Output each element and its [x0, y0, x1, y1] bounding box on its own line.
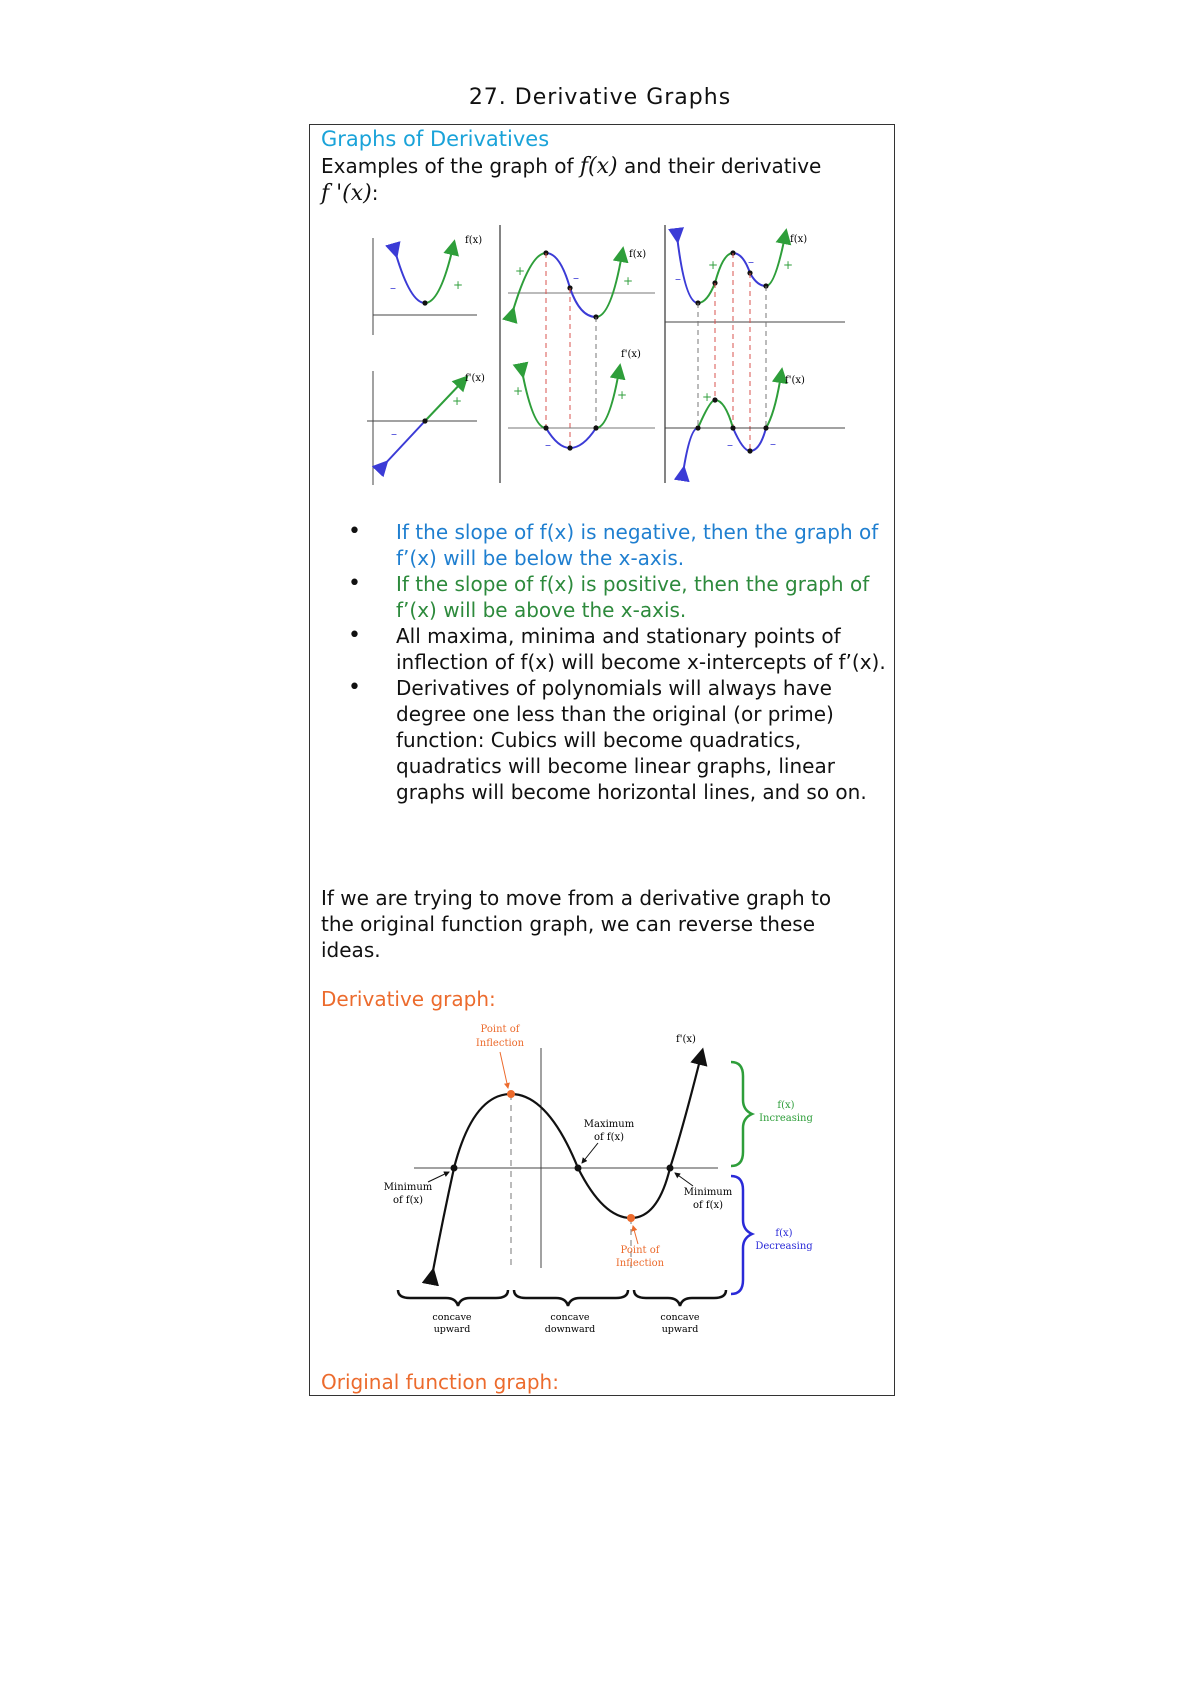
panel-3-fprime: [665, 375, 845, 473]
intro-text: [321, 153, 881, 207]
poi-bottom-label: Point of: [620, 1245, 660, 1256]
inflection-point: [507, 1090, 515, 1098]
bullet-dot: •: [348, 623, 361, 648]
min-left-label: of f(x): [392, 1195, 424, 1206]
derivative-curve: [432, 1056, 701, 1276]
poi-bottom-label: Inflection: [615, 1258, 665, 1269]
plus-sign: +: [515, 264, 526, 278]
bullet-list: [348, 519, 888, 805]
panel-2-fprime: [508, 349, 655, 452]
plus-sign: +: [708, 258, 719, 272]
plus-sign: +: [623, 274, 634, 288]
poi-top-label: Point of: [480, 1024, 520, 1035]
bullet-item: [348, 571, 888, 623]
label-fprime: f'(x): [785, 375, 805, 386]
page-title: 27. Derivative Graphs: [468, 84, 732, 110]
concave-up-right-label: upward: [661, 1324, 699, 1335]
intro-fpx: f '(x): [321, 181, 372, 206]
min-left-label: Minimum: [383, 1182, 433, 1193]
original-graph-heading: Original function graph:: [321, 1370, 559, 1394]
decreasing-label: Decreasing: [755, 1241, 813, 1252]
plus-sign: +: [453, 278, 464, 292]
fprime-label: f'(x): [676, 1034, 696, 1045]
concave-down-label: downward: [544, 1324, 596, 1335]
bullet-item: [348, 675, 888, 805]
poi-top-label: Inflection: [475, 1038, 525, 1049]
max-label: of f(x): [593, 1132, 625, 1143]
intro-part-2: and their derivative: [617, 154, 822, 178]
label-f: f(x): [465, 235, 483, 246]
intro-colon: :: [371, 181, 379, 205]
root-point: [575, 1165, 582, 1172]
concave-up-right-brace: [634, 1290, 726, 1306]
bullet-text: Derivatives of polynomials will always have degree one less than the original (or prime) function: Cubics will become quadratics, quadratics will become linear graphs, linear graphs will become horizontal lines, and so on.: [396, 676, 867, 804]
inflection-point: [627, 1214, 635, 1222]
minus-sign: –: [573, 271, 579, 285]
bullet-text: All maxima, minima and stationary points of inflection of f(x) will become x-intercepts of f’(x).: [396, 624, 886, 674]
section-heading: Graphs of Derivatives: [321, 127, 550, 151]
intro-part-1: Examples of the graph of: [321, 154, 580, 178]
intro-fx: f(x): [579, 154, 618, 179]
panel-2-f: [508, 249, 655, 320]
decreasing-label: f(x): [775, 1228, 793, 1239]
plus-sign: +: [702, 390, 713, 404]
concave-down-brace: [514, 1290, 628, 1306]
plus-sign: +: [513, 384, 524, 398]
derivative-graph-heading: Derivative graph:: [321, 987, 496, 1011]
bullet-item: [348, 519, 888, 571]
bullet-dot: •: [348, 571, 361, 596]
bullet-dot: •: [348, 675, 361, 700]
min-left-arrow: [428, 1172, 449, 1182]
minus-sign: –: [748, 255, 754, 269]
bullet-item: [348, 623, 888, 675]
max-label: Maximum: [583, 1119, 635, 1130]
label-fprime: f'(x): [465, 373, 485, 384]
min-right-label: Minimum: [683, 1187, 733, 1198]
poi-bottom-arrow: [633, 1226, 638, 1244]
root-point: [667, 1165, 674, 1172]
concave-down-label: concave: [550, 1312, 590, 1323]
min-right-arrow: [675, 1173, 693, 1186]
bullet-text: If the slope of f(x) is positive, then the graph of f’(x) will be above the x-axis.: [396, 572, 870, 622]
derivative-graph-figure: [383, 1018, 813, 1335]
minus-sign: –: [545, 438, 551, 452]
reverse-paragraph: If we are trying to move from a derivative graph to the original function graph, we can reverse these ideas.: [321, 886, 832, 962]
decreasing-brace: [731, 1176, 752, 1294]
content-box: [309, 124, 895, 1396]
plus-sign: +: [617, 388, 628, 402]
root-point: [451, 1165, 458, 1172]
bullet-dot: •: [348, 519, 361, 544]
plus-sign: +: [783, 258, 794, 272]
concave-up-left-label: upward: [433, 1324, 471, 1335]
max-arrow: [582, 1143, 598, 1163]
minus-sign: –: [770, 437, 776, 451]
increasing-label: f(x): [777, 1100, 795, 1111]
panel-1-fprime: [367, 371, 485, 485]
increasing-brace: [731, 1062, 752, 1166]
poi-top-arrow: [500, 1052, 508, 1088]
increasing-label: Increasing: [759, 1113, 813, 1124]
plus-sign: +: [452, 394, 463, 408]
bullet-text: If the slope of f(x) is negative, then the graph of f’(x) will be below the x-axis.: [396, 520, 879, 570]
label-f: f(x): [790, 234, 808, 245]
concave-up-right-label: concave: [660, 1312, 700, 1323]
concave-up-left-brace: [398, 1290, 508, 1306]
min-right-label: of f(x): [692, 1200, 724, 1211]
derivative-examples-figure: [365, 223, 855, 485]
concave-up-left-label: concave: [432, 1312, 472, 1323]
minus-sign: –: [391, 427, 397, 441]
panel-3-f: [665, 234, 845, 322]
label-fprime: f'(x): [621, 349, 641, 360]
panel-1-f: [373, 235, 482, 335]
minus-sign: –: [390, 281, 396, 295]
minus-sign: –: [675, 272, 681, 286]
label-f: f(x): [629, 249, 647, 260]
minus-sign: –: [727, 438, 733, 452]
